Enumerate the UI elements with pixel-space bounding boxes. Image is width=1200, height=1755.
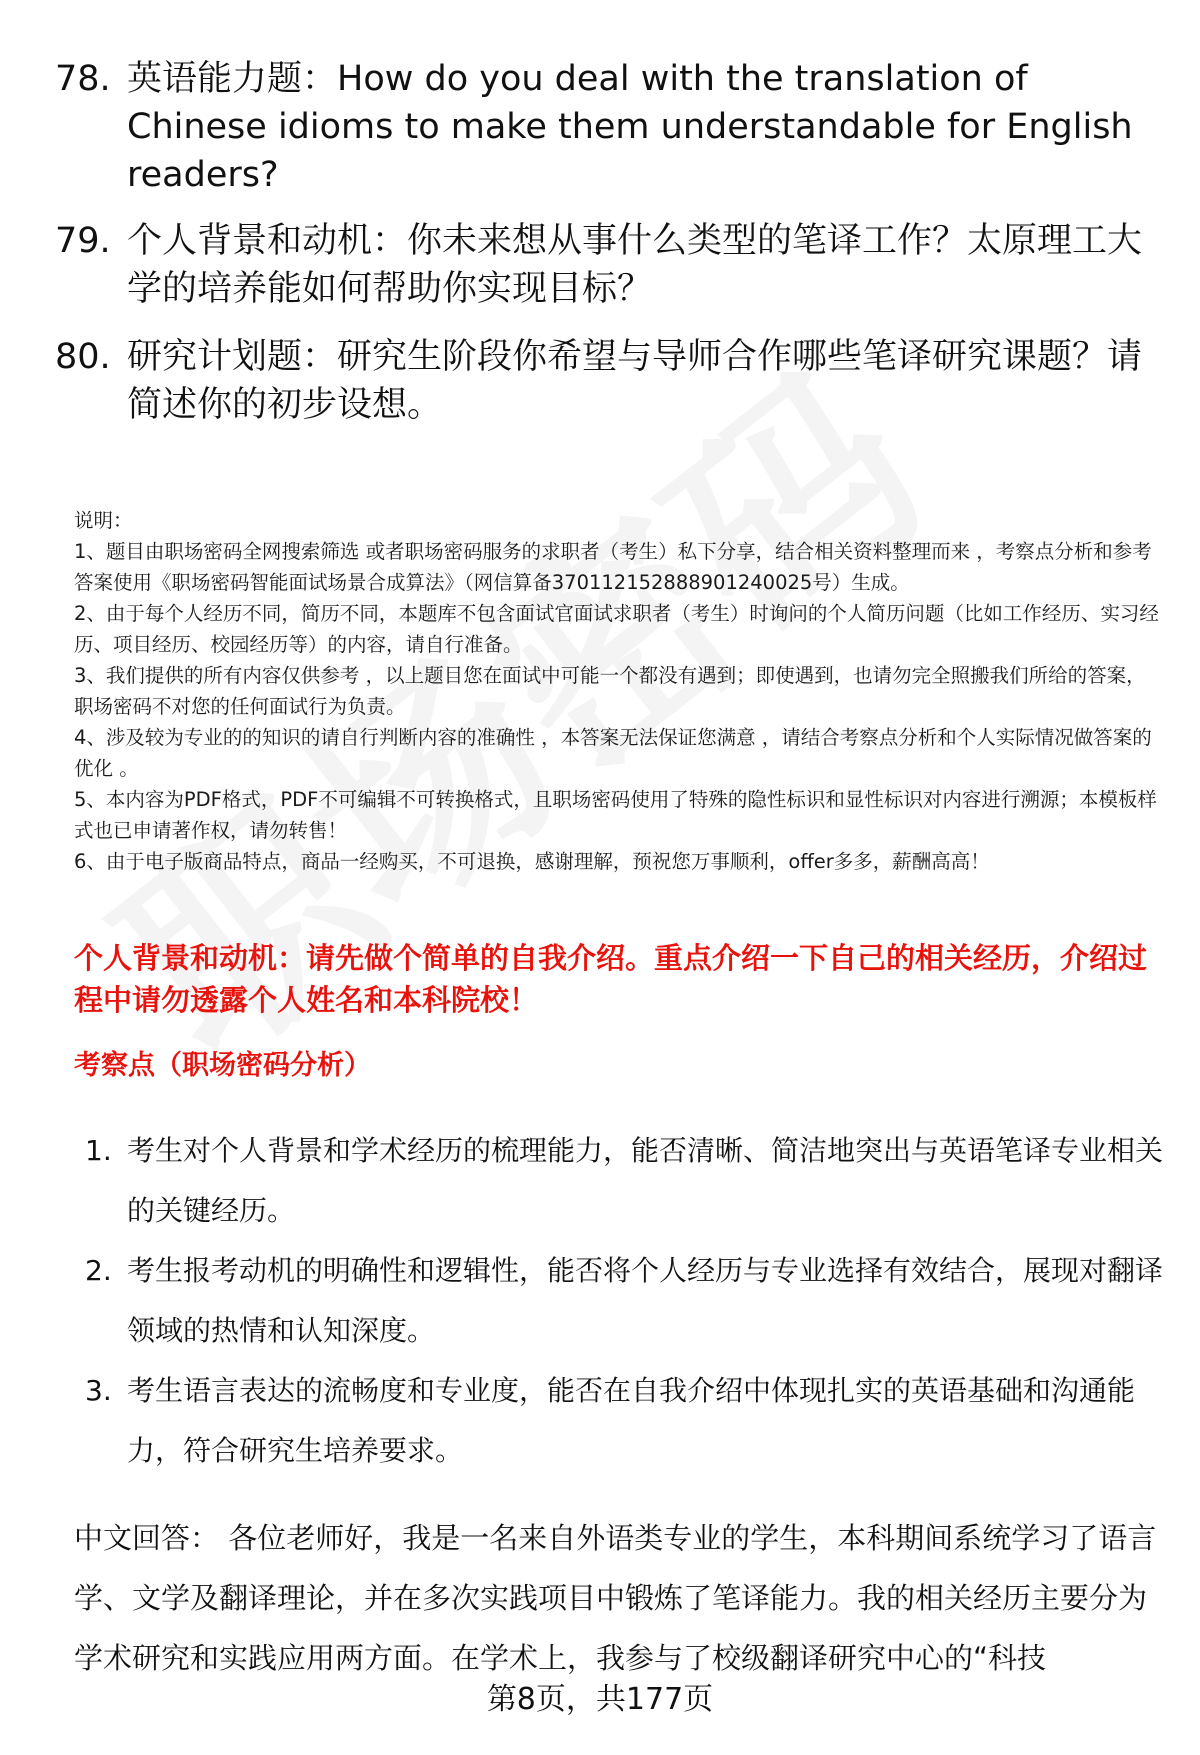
analysis-point (85, 1121, 1170, 1241)
current-question: 个人背景和动机：请先做个简单的自我介绍。重点介绍一下自己的相关经历，介绍过程中请勿透露个人姓名和本科院校！ (74, 941, 1148, 1017)
notes-section (74, 505, 1164, 877)
answer-label: 中文回答： (74, 1521, 220, 1555)
answer-text: 各位老师好，我是一名来自外语类专业的学生，本科期间系统学习了语言学、文学及翻译理论，并在多次实践项目中锻炼了笔译能力。我的相关经历主要分为学术研究和实践应用两方面。在学术上，我参与了校级翻译研究中心的“科技 (74, 1521, 1157, 1675)
analysis-point (85, 1361, 1170, 1481)
page-footer: 第8页，共177页 (486, 1682, 714, 1717)
question-number: 79. (55, 221, 111, 261)
notes-item: 2、由于每个人经历不同，简历不同，本题库不包含面试官面试求职者（考生）时询问的个人简历问题（比如工作经历、实习经历、项目经历、校园经历等）的内容，请自行准备。 (74, 602, 1159, 656)
notes-heading: 说明： (74, 509, 133, 532)
question-78 (55, 55, 1165, 199)
question-number: 80. (55, 337, 111, 377)
question-79 (55, 217, 1165, 313)
question-number: 78. (55, 59, 111, 99)
analysis-point (85, 1241, 1170, 1361)
point-number: 2. (85, 1254, 112, 1287)
analysis-title: 考察点（职场密码分析） (74, 1050, 371, 1081)
notes-item: 3、我们提供的所有内容仅供参考 ，以上题目您在面试中可能一个都没有遇到；即使遇到，也请勿完全照搬我们所给的答案，职场密码不对您的任何面试行为负责。 (74, 664, 1146, 718)
point-number: 1. (85, 1134, 112, 1167)
point-number: 3. (85, 1374, 112, 1407)
notes-item: 4、涉及较为专业的的知识的请自行判断内容的准确性 ，本答案无法保证您满意 ，请结合考察点分析和个人实际情况做答案的优化 。 (74, 726, 1152, 780)
notes-item: 6、由于电子版商品特点，商品一经购买，不可退换，感谢理解，预祝您万事顺利，offer多多，薪酬高高！ (74, 850, 990, 873)
question-text: 英语能力题：How do you deal with the translation of Chinese idioms to make them understandable for English readers? (127, 59, 1133, 195)
point-text: 考生对个人背景和学术经历的梳理能力，能否清晰、简洁地突出与英语笔译专业相关的关键经历。 (127, 1134, 1164, 1227)
answer-paragraph (74, 1508, 1164, 1688)
question-text: 研究计划题：研究生阶段你希望与导师合作哪些笔译研究课题？请简述你的初步设想。 (127, 337, 1143, 425)
notes-item: 5、本内容为PDF格式，PDF不可编辑不可转换格式，且职场密码使用了特殊的隐性标识和显性标识对内容进行溯源；本模板样式也已申请著作权，请勿转售！ (74, 788, 1157, 842)
analysis-points (85, 1121, 1170, 1481)
point-text: 考生报考动机的明确性和逻辑性，能否将个人经历与专业选择有效结合，展现对翻译领域的热情和认知深度。 (127, 1254, 1164, 1347)
question-80 (55, 333, 1165, 429)
question-text: 个人背景和动机：你未来想从事什么类型的笔译工作？太原理工大学的培养能如何帮助你实现目标？ (127, 221, 1143, 309)
point-text: 考生语言表达的流畅度和专业度，能否在自我介绍中体现扎实的英语基础和沟通能力，符合研究生培养要求。 (127, 1374, 1136, 1467)
notes-item: 1、题目由职场密码全网搜索筛选 或者职场密码服务的求职者（考生）私下分享，结合相关资料整理而来 ，考察点分析和参考答案使用《职场密码智能面试场景合成算法》（网信算备370112152888901240025号）生成。 (74, 540, 1152, 594)
